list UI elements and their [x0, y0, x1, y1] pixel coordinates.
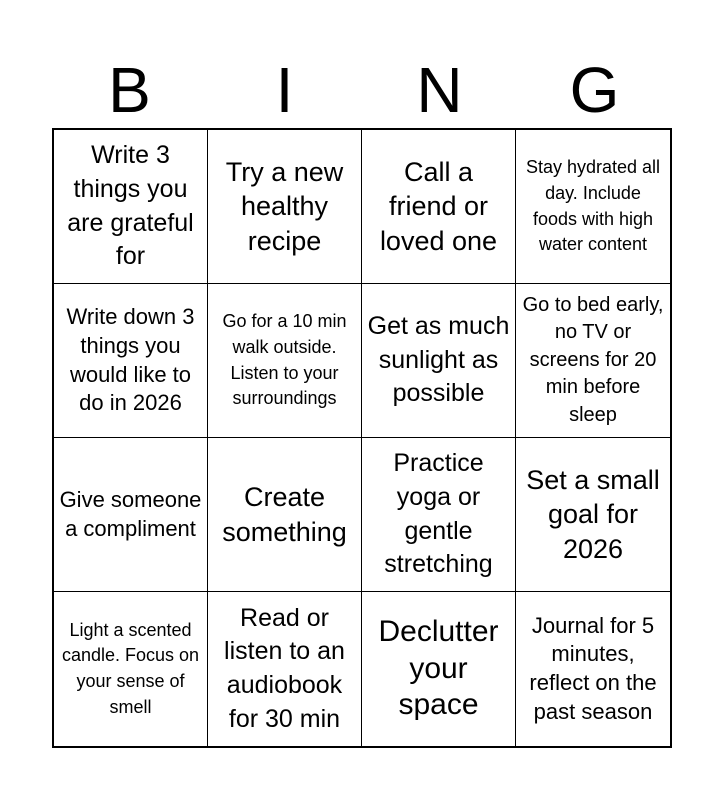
bingo-cell-text: Declutter your space [378, 615, 499, 722]
bingo-cell-r1-c2[interactable] [208, 130, 362, 284]
bingo-cell-text: Give someone a compliment [59, 486, 202, 541]
bingo-cell-r2-c3[interactable] [362, 284, 516, 438]
bingo-cell-r4-c3[interactable] [362, 592, 516, 746]
bingo-cell-text: Set a small goal for 2026 [526, 465, 660, 564]
bingo-header [52, 52, 672, 128]
bingo-cell-text: Write 3 things you are grateful for [67, 141, 194, 271]
bingo-cell-text: Call a friend or loved one [379, 157, 498, 256]
bingo-cell-r3-c4[interactable] [516, 438, 670, 592]
bingo-cell-text: Go for a 10 min walk outside. Listen to your surroundings [222, 311, 347, 409]
header-letter-b: B [108, 54, 151, 126]
bingo-cell-r3-c1[interactable] [54, 438, 208, 592]
bingo-cell-text: Practice yoga or gentle stretching [384, 449, 493, 579]
bingo-cell-text: Stay hydrated all day. Include foods with high water content [525, 157, 661, 255]
bingo-cell-r3-c2[interactable] [208, 438, 362, 592]
bingo-cell-r2-c1[interactable] [54, 284, 208, 438]
header-letter-i: I [275, 54, 294, 126]
bingo-cell-text: Write down 3 things you would like to do in 2026 [66, 304, 195, 416]
bingo-cell-text: Light a scented candle. Focus on your sense of smell [61, 619, 200, 717]
bingo-cell-text: Try a new healthy recipe [225, 157, 344, 256]
header-letter-n: N [416, 54, 463, 126]
bingo-board [52, 128, 672, 748]
bingo-cell-text: Journal for 5 minutes, reflect on the past season [529, 612, 657, 724]
bingo-cell-r4-c4[interactable] [516, 592, 670, 746]
bingo-cell-text: Create something [222, 482, 347, 547]
bingo-cell-r1-c1[interactable] [54, 130, 208, 284]
bingo-cell-r4-c2[interactable] [208, 592, 362, 746]
bingo-cell-text: Get as much sunlight as possible [367, 311, 510, 408]
header-letter-g: G [569, 54, 620, 126]
bingo-cell-text: Go to bed early, no TV or screens for 20 min before sleep [522, 293, 664, 426]
bingo-cell-r1-c4[interactable] [516, 130, 670, 284]
bingo-cell-r2-c2[interactable] [208, 284, 362, 438]
bingo-cell-r3-c3[interactable] [362, 438, 516, 592]
bingo-cell-r4-c1[interactable] [54, 592, 208, 746]
bingo-cell-r1-c3[interactable] [362, 130, 516, 284]
bingo-cell-r2-c4[interactable] [516, 284, 670, 438]
bingo-cell-text: Read or listen to an audiobook for 30 min [224, 603, 345, 733]
